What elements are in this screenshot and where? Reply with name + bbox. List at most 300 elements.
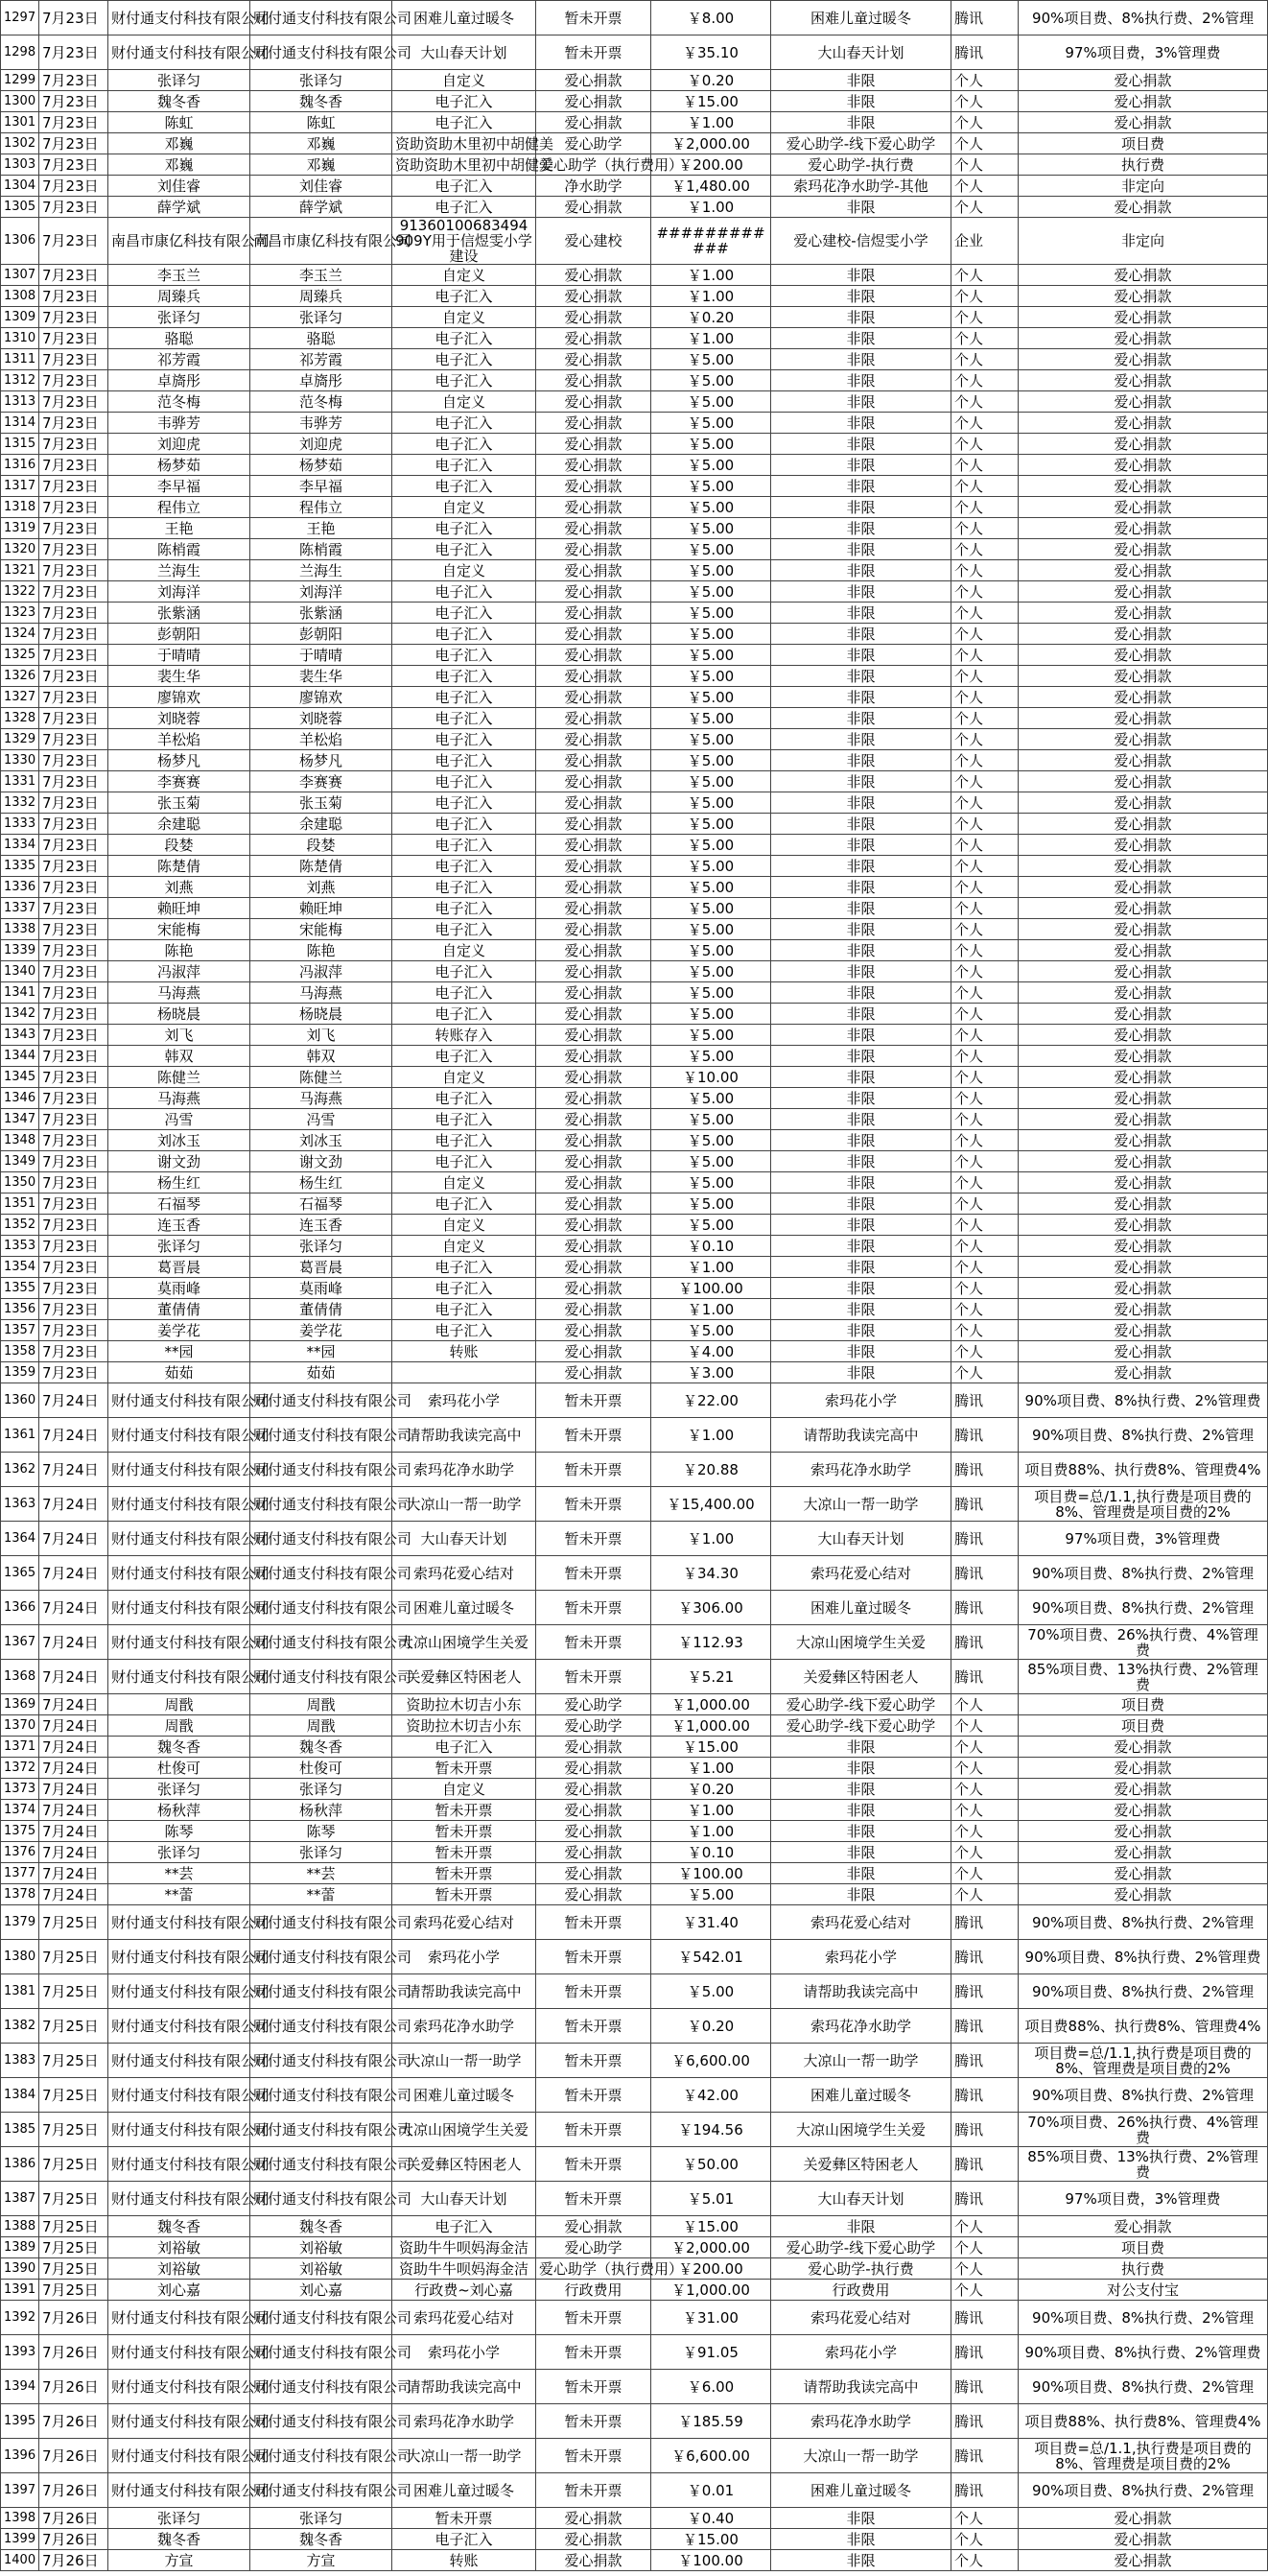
table-row: [1, 1025, 1268, 1046]
allocation-cell: 非定向: [1019, 176, 1268, 197]
donor-name-cell: 财付通支付科技有限公司: [250, 1383, 392, 1418]
table-row: [1, 434, 1268, 455]
purpose-cell: 暂未开票: [536, 2009, 651, 2044]
donor-name-cell: 茹茹: [250, 1362, 392, 1383]
allocation-cell: 爱心捐款: [1019, 1067, 1268, 1088]
donor-type-cell: 个人: [951, 1341, 1019, 1362]
donor-cell: 财付通支付科技有限公司: [108, 2301, 250, 2335]
donor-name-cell: 陈楚倩: [250, 856, 392, 877]
date-cell: 7月23日: [39, 624, 108, 645]
channel-cell: 请帮助我读完高中: [392, 1974, 536, 2009]
amount-cell: ￥5.00: [651, 940, 771, 961]
amount-cell: ￥10.00: [651, 1067, 771, 1088]
date-cell: 7月23日: [39, 307, 108, 328]
channel-cell: 大山春天计划: [392, 1522, 536, 1556]
date-cell: 7月23日: [39, 687, 108, 708]
date-cell: 7月25日: [39, 1974, 108, 2009]
amount-cell: ￥306.00: [651, 1591, 771, 1625]
donor-name-cell: 杜俊可: [250, 1758, 392, 1779]
date-cell: 7月23日: [39, 518, 108, 539]
row-number: 1329: [1, 729, 39, 750]
purpose-cell: 爱心捐款: [536, 1046, 651, 1067]
project-cell: 非限: [771, 1151, 951, 1172]
project-cell: 非限: [771, 750, 951, 771]
channel-cell: 电子汇入: [392, 349, 536, 370]
purpose-cell: 暂未开票: [536, 2370, 651, 2404]
donor-type-cell: 腾讯: [951, 1383, 1019, 1418]
donor-type-cell: 腾讯: [951, 1625, 1019, 1660]
amount-cell: ￥2,000.00: [651, 2237, 771, 2258]
project-cell: 请帮助我读完高中: [771, 1974, 951, 2009]
channel-cell: 大凉山困境学生关爱: [392, 1625, 536, 1660]
donor-cell: 张译匀: [108, 70, 250, 91]
table-row: [1, 1940, 1268, 1974]
donor-name-cell: 杨梦凡: [250, 750, 392, 771]
table-row: [1, 2550, 1268, 2571]
purpose-cell: 爱心捐款: [536, 328, 651, 349]
date-cell: 7月23日: [39, 1299, 108, 1320]
table-row: [1, 2258, 1268, 2280]
allocation-cell: 97%项目费，3%管理费: [1019, 1522, 1268, 1556]
row-number: 1302: [1, 133, 39, 154]
row-number: 1366: [1, 1591, 39, 1625]
date-cell: 7月24日: [39, 1383, 108, 1418]
channel-cell: 索玛花净水助学: [392, 2404, 536, 2439]
date-cell: 7月24日: [39, 1453, 108, 1487]
amount-cell: ￥1.00: [651, 112, 771, 133]
donor-type-cell: 个人: [951, 154, 1019, 176]
table-row: [1, 1715, 1268, 1737]
row-number: 1355: [1, 1278, 39, 1299]
donor-type-cell: 个人: [951, 1046, 1019, 1067]
donor-name-cell: 刘迎虎: [250, 434, 392, 455]
purpose-cell: 爱心捐款: [536, 624, 651, 645]
amount-cell: ￥5.00: [651, 1215, 771, 1236]
project-cell: 爱心建校-信煜雯小学: [771, 218, 951, 265]
table-row: [1, 2237, 1268, 2258]
donor-cell: 薛学斌: [108, 197, 250, 218]
date-cell: 7月23日: [39, 133, 108, 154]
row-number: 1326: [1, 666, 39, 687]
project-cell: 非限: [771, 1341, 951, 1362]
project-cell: 非限: [771, 581, 951, 603]
allocation-cell: 爱心捐款: [1019, 1320, 1268, 1341]
donor-name-cell: 兰海生: [250, 560, 392, 581]
donor-cell: 财付通支付科技有限公司: [108, 2113, 250, 2147]
donor-type-cell: 腾讯: [951, 1, 1019, 35]
allocation-cell: 爱心捐款: [1019, 771, 1268, 792]
amount-cell: ￥1.00: [651, 1418, 771, 1453]
allocation-cell: 爱心捐款: [1019, 982, 1268, 1004]
donor-name-cell: 廖锦欢: [250, 687, 392, 708]
allocation-cell: 爱心捐款: [1019, 1130, 1268, 1151]
donor-name-cell: 葛晋晨: [250, 1257, 392, 1278]
amount-cell: ￥200.00: [651, 2258, 771, 2280]
date-cell: 7月23日: [39, 1257, 108, 1278]
project-cell: 非限: [771, 518, 951, 539]
row-number: 1365: [1, 1556, 39, 1591]
allocation-cell: 爱心捐款: [1019, 286, 1268, 307]
date-cell: 7月23日: [39, 539, 108, 560]
amount-cell: ￥1.00: [651, 1257, 771, 1278]
donor-type-cell: 个人: [951, 1737, 1019, 1758]
donor-cell: 财付通支付科技有限公司: [108, 1383, 250, 1418]
row-number: 1394: [1, 2370, 39, 2404]
donor-type-cell: 个人: [951, 687, 1019, 708]
donor-cell: 连玉香: [108, 1215, 250, 1236]
amount-cell: ￥5.00: [651, 1025, 771, 1046]
amount-cell: ￥5.00: [651, 391, 771, 413]
date-cell: 7月24日: [39, 1625, 108, 1660]
row-number: 1361: [1, 1418, 39, 1453]
row-number: 1336: [1, 877, 39, 898]
allocation-cell: 爱心捐款: [1019, 1362, 1268, 1383]
donor-name-cell: 财付通支付科技有限公司: [250, 2078, 392, 2113]
row-number: 1322: [1, 581, 39, 603]
amount-cell: ￥15.00: [651, 1737, 771, 1758]
donor-name-cell: 张译匀: [250, 307, 392, 328]
date-cell: 7月25日: [39, 2113, 108, 2147]
donor-cell: 马海燕: [108, 1088, 250, 1109]
donor-name-cell: 刘裕敏: [250, 2237, 392, 2258]
table-row: [1, 154, 1268, 176]
table-row: [1, 1236, 1268, 1257]
project-cell: 关爱彝区特困老人: [771, 2147, 951, 2182]
purpose-cell: 爱心捐款: [536, 1025, 651, 1046]
donor-cell: 财付通支付科技有限公司: [108, 2009, 250, 2044]
purpose-cell: 爱心捐款: [536, 856, 651, 877]
donor-cell: 杨生红: [108, 1172, 250, 1193]
row-number: 1321: [1, 560, 39, 581]
project-cell: 索玛花小学: [771, 1940, 951, 1974]
date-cell: 7月23日: [39, 1172, 108, 1193]
donor-type-cell: 个人: [951, 1362, 1019, 1383]
donor-cell: 裴生华: [108, 666, 250, 687]
donor-cell: 石福琴: [108, 1193, 250, 1215]
donor-name-cell: 魏冬香: [250, 91, 392, 112]
donor-type-cell: 个人: [951, 940, 1019, 961]
date-cell: 7月23日: [39, 1278, 108, 1299]
date-cell: 7月23日: [39, 35, 108, 70]
purpose-cell: 爱心捐款: [536, 982, 651, 1004]
donor-cell: 魏冬香: [108, 2216, 250, 2237]
amount-cell: ￥22.00: [651, 1383, 771, 1418]
purpose-cell: 暂未开票: [536, 2044, 651, 2078]
channel-cell: 索玛花净水助学: [392, 2009, 536, 2044]
date-cell: 7月24日: [39, 1694, 108, 1715]
row-number: 1367: [1, 1625, 39, 1660]
project-cell: 非限: [771, 1842, 951, 1863]
amount-cell: ￥1.00: [651, 197, 771, 218]
project-cell: 爱心助学-线下爱心助学: [771, 1694, 951, 1715]
donor-name-cell: 李赛赛: [250, 771, 392, 792]
donor-cell: 葛晋晨: [108, 1257, 250, 1278]
date-cell: 7月23日: [39, 982, 108, 1004]
date-cell: 7月25日: [39, 2258, 108, 2280]
amount-cell: ￥5.00: [651, 645, 771, 666]
date-cell: 7月23日: [39, 476, 108, 497]
channel-cell: 电子汇入: [392, 603, 536, 624]
amount-cell: ￥15.00: [651, 91, 771, 112]
donor-cell: 杨梦茹: [108, 455, 250, 476]
donor-type-cell: 个人: [951, 2258, 1019, 2280]
amount-cell: ￥5.00: [651, 877, 771, 898]
date-cell: 7月24日: [39, 1779, 108, 1800]
allocation-cell: 项目费88%、执行费8%、管理费4%: [1019, 2009, 1268, 2044]
table-row: [1, 133, 1268, 154]
table-row: [1, 328, 1268, 349]
row-number: 1395: [1, 2404, 39, 2439]
amount-cell: ￥5.00: [651, 982, 771, 1004]
row-number: 1351: [1, 1193, 39, 1215]
project-cell: 非限: [771, 197, 951, 218]
donor-type-cell: 个人: [951, 581, 1019, 603]
donor-type-cell: 个人: [951, 1172, 1019, 1193]
amount-cell: ￥15,400.00: [651, 1487, 771, 1522]
row-number: 1352: [1, 1215, 39, 1236]
allocation-cell: 70%项目费、26%执行费、4%管理费: [1019, 2113, 1268, 2147]
purpose-cell: 爱心捐款: [536, 750, 651, 771]
donor-type-cell: 个人: [951, 1299, 1019, 1320]
donor-cell: 刘飞: [108, 1025, 250, 1046]
date-cell: 7月23日: [39, 581, 108, 603]
donor-type-cell: 个人: [951, 133, 1019, 154]
date-cell: 7月23日: [39, 197, 108, 218]
table-row: [1, 2439, 1268, 2473]
table-row: [1, 2301, 1268, 2335]
date-cell: 7月23日: [39, 1025, 108, 1046]
table-row: [1, 603, 1268, 624]
donor-type-cell: 个人: [951, 1320, 1019, 1341]
table-row: [1, 624, 1268, 645]
amount-cell: ￥5.00: [651, 1004, 771, 1025]
amount-cell: ￥34.30: [651, 1556, 771, 1591]
donor-name-cell: 杨生红: [250, 1172, 392, 1193]
amount-cell: ￥35.10: [651, 35, 771, 70]
allocation-cell: 爱心捐款: [1019, 666, 1268, 687]
table-row: [1, 1487, 1268, 1522]
donor-type-cell: 个人: [951, 2280, 1019, 2301]
donor-cell: 财付通支付科技有限公司: [108, 1660, 250, 1694]
donor-name-cell: 骆聪: [250, 328, 392, 349]
donor-cell: 邓巍: [108, 154, 250, 176]
project-cell: 非限: [771, 560, 951, 581]
purpose-cell: 暂未开票: [536, 1487, 651, 1522]
purpose-cell: 爱心捐款: [536, 413, 651, 434]
allocation-cell: 爱心捐款: [1019, 434, 1268, 455]
purpose-cell: 暂未开票: [536, 1625, 651, 1660]
allocation-cell: 90%项目费、8%执行费、2%管理: [1019, 1591, 1268, 1625]
purpose-cell: 爱心捐款: [536, 2529, 651, 2550]
donor-cell: 谢文劲: [108, 1151, 250, 1172]
donor-type-cell: 个人: [951, 856, 1019, 877]
amount-cell: ￥200.00: [651, 154, 771, 176]
amount-cell: ￥1.00: [651, 1299, 771, 1320]
project-cell: 索玛花小学: [771, 2335, 951, 2370]
allocation-cell: 爱心捐款: [1019, 112, 1268, 133]
table-row: [1, 2529, 1268, 2550]
row-number: 1339: [1, 940, 39, 961]
table-row: [1, 1863, 1268, 1884]
donor-name-cell: 于晴晴: [250, 645, 392, 666]
date-cell: 7月23日: [39, 1088, 108, 1109]
table-row: [1, 413, 1268, 434]
channel-cell: 暂未开票: [392, 2508, 536, 2529]
row-number: 1397: [1, 2473, 39, 2508]
table-row: [1, 814, 1268, 835]
allocation-cell: 爱心捐款: [1019, 455, 1268, 476]
donor-cell: 财付通支付科技有限公司: [108, 2473, 250, 2508]
donor-type-cell: 个人: [951, 560, 1019, 581]
date-cell: 7月23日: [39, 856, 108, 877]
purpose-cell: 爱心捐款: [536, 1821, 651, 1842]
table-row: [1, 2078, 1268, 2113]
amount-cell: ￥5.00: [651, 413, 771, 434]
date-cell: 7月24日: [39, 1591, 108, 1625]
table-row: [1, 1660, 1268, 1694]
allocation-cell: 项目费: [1019, 1694, 1268, 1715]
project-cell: 索玛花爱心结对: [771, 1556, 951, 1591]
table-row: [1, 940, 1268, 961]
row-number: 1342: [1, 1004, 39, 1025]
channel-cell: 资助拉木切吉小东: [392, 1694, 536, 1715]
purpose-cell: 爱心捐款: [536, 666, 651, 687]
project-cell: 非限: [771, 91, 951, 112]
table-row: [1, 835, 1268, 856]
channel-cell: 电子汇入: [392, 771, 536, 792]
table-row: [1, 1779, 1268, 1800]
date-cell: 7月26日: [39, 2335, 108, 2370]
allocation-cell: 爱心捐款: [1019, 91, 1268, 112]
donor-type-cell: 个人: [951, 1884, 1019, 1905]
donor-type-cell: 个人: [951, 370, 1019, 391]
project-cell: 爱心助学-执行费: [771, 2258, 951, 2280]
amount-cell: ￥4.00: [651, 1341, 771, 1362]
amount-cell: ￥5.00: [651, 370, 771, 391]
allocation-cell: 执行费: [1019, 154, 1268, 176]
donor-cell: 杨梦凡: [108, 750, 250, 771]
donor-type-cell: 个人: [951, 91, 1019, 112]
table-row: [1, 1067, 1268, 1088]
date-cell: 7月26日: [39, 2404, 108, 2439]
channel-cell: 索玛花小学: [392, 1383, 536, 1418]
row-number: 1305: [1, 197, 39, 218]
purpose-cell: 暂未开票: [536, 35, 651, 70]
donor-name-cell: 裴生华: [250, 666, 392, 687]
row-number: 1318: [1, 497, 39, 518]
donor-name-cell: 赖旺坤: [250, 898, 392, 919]
date-cell: 7月23日: [39, 391, 108, 413]
donor-type-cell: 个人: [951, 1088, 1019, 1109]
purpose-cell: 爱心捐款: [536, 1842, 651, 1863]
allocation-cell: 爱心捐款: [1019, 750, 1268, 771]
project-cell: 索玛花小学: [771, 1383, 951, 1418]
amount-cell: ￥100.00: [651, 1278, 771, 1299]
donor-type-cell: 个人: [951, 1758, 1019, 1779]
donor-cell: 宋能梅: [108, 919, 250, 940]
purpose-cell: 暂未开票: [536, 1940, 651, 1974]
donor-type-cell: 个人: [951, 1842, 1019, 1863]
donor-name-cell: 余建聪: [250, 814, 392, 835]
donor-name-cell: 财付通支付科技有限公司: [250, 2473, 392, 2508]
allocation-cell: 爱心捐款: [1019, 1088, 1268, 1109]
purpose-cell: 爱心捐款: [536, 581, 651, 603]
project-cell: 非限: [771, 1067, 951, 1088]
channel-cell: 自定义: [392, 497, 536, 518]
donor-type-cell: 腾讯: [951, 2473, 1019, 2508]
table-row: [1, 1088, 1268, 1109]
donor-type-cell: 个人: [951, 497, 1019, 518]
table-row: [1, 1151, 1268, 1172]
allocation-cell: 90%项目费、8%执行费、2%管理: [1019, 1974, 1268, 2009]
row-number: 1350: [1, 1172, 39, 1193]
date-cell: 7月23日: [39, 154, 108, 176]
table-row: [1, 218, 1268, 265]
row-number: 1316: [1, 455, 39, 476]
allocation-cell: 爱心捐款: [1019, 1004, 1268, 1025]
project-cell: 索玛花净水助学-其他: [771, 176, 951, 197]
allocation-cell: 爱心捐款: [1019, 1863, 1268, 1884]
project-cell: 非限: [771, 856, 951, 877]
donor-cell: 财付通支付科技有限公司: [108, 1974, 250, 2009]
table-row: [1, 1172, 1268, 1193]
project-cell: 非限: [771, 1800, 951, 1821]
channel-cell: 自定义: [392, 1236, 536, 1257]
allocation-cell: 90%项目费、8%执行费、2%管理: [1019, 2370, 1268, 2404]
date-cell: 7月23日: [39, 434, 108, 455]
donor-cell: 刘裕敏: [108, 2258, 250, 2280]
donor-type-cell: 个人: [951, 729, 1019, 750]
row-number: 1300: [1, 91, 39, 112]
row-number: 1325: [1, 645, 39, 666]
amount-cell: ￥185.59: [651, 2404, 771, 2439]
table-row: [1, 729, 1268, 750]
purpose-cell: 暂未开票: [536, 1905, 651, 1940]
amount-cell: ￥3.00: [651, 1362, 771, 1383]
amount-cell: ￥1,000.00: [651, 1694, 771, 1715]
donor-cell: 财付通支付科技有限公司: [108, 1940, 250, 1974]
donor-name-cell: 财付通支付科技有限公司: [250, 35, 392, 70]
donor-name-cell: 董倩倩: [250, 1299, 392, 1320]
amount-cell: ￥5.00: [651, 687, 771, 708]
project-cell: 非限: [771, 1884, 951, 1905]
allocation-cell: 非定向: [1019, 218, 1268, 265]
project-cell: 非限: [771, 1362, 951, 1383]
purpose-cell: 爱心捐款: [536, 1215, 651, 1236]
allocation-cell: 85%项目费、13%执行费、2%管理费: [1019, 2147, 1268, 2182]
purpose-cell: 爱心捐款: [536, 518, 651, 539]
table-row: [1, 1522, 1268, 1556]
channel-cell: 暂未开票: [392, 1842, 536, 1863]
project-cell: 爱心助学-线下爱心助学: [771, 1715, 951, 1737]
date-cell: 7月24日: [39, 1737, 108, 1758]
allocation-cell: 爱心捐款: [1019, 1842, 1268, 1863]
row-number: 1364: [1, 1522, 39, 1556]
channel-cell: 电子汇入: [392, 982, 536, 1004]
donor-cell: 祁芳霞: [108, 349, 250, 370]
channel-cell: 电子汇入: [392, 286, 536, 307]
amount-cell: ￥1.00: [651, 286, 771, 307]
purpose-cell: 暂未开票: [536, 2473, 651, 2508]
donor-cell: 财付通支付科技有限公司: [108, 2044, 250, 2078]
channel-cell: 电子汇入: [392, 1151, 536, 1172]
donor-type-cell: 腾讯: [951, 1556, 1019, 1591]
channel-cell: 自定义: [392, 560, 536, 581]
row-number: 1344: [1, 1046, 39, 1067]
donor-cell: 刘燕: [108, 877, 250, 898]
amount-cell: ￥5.00: [651, 1130, 771, 1151]
donor-name-cell: 马海燕: [250, 982, 392, 1004]
